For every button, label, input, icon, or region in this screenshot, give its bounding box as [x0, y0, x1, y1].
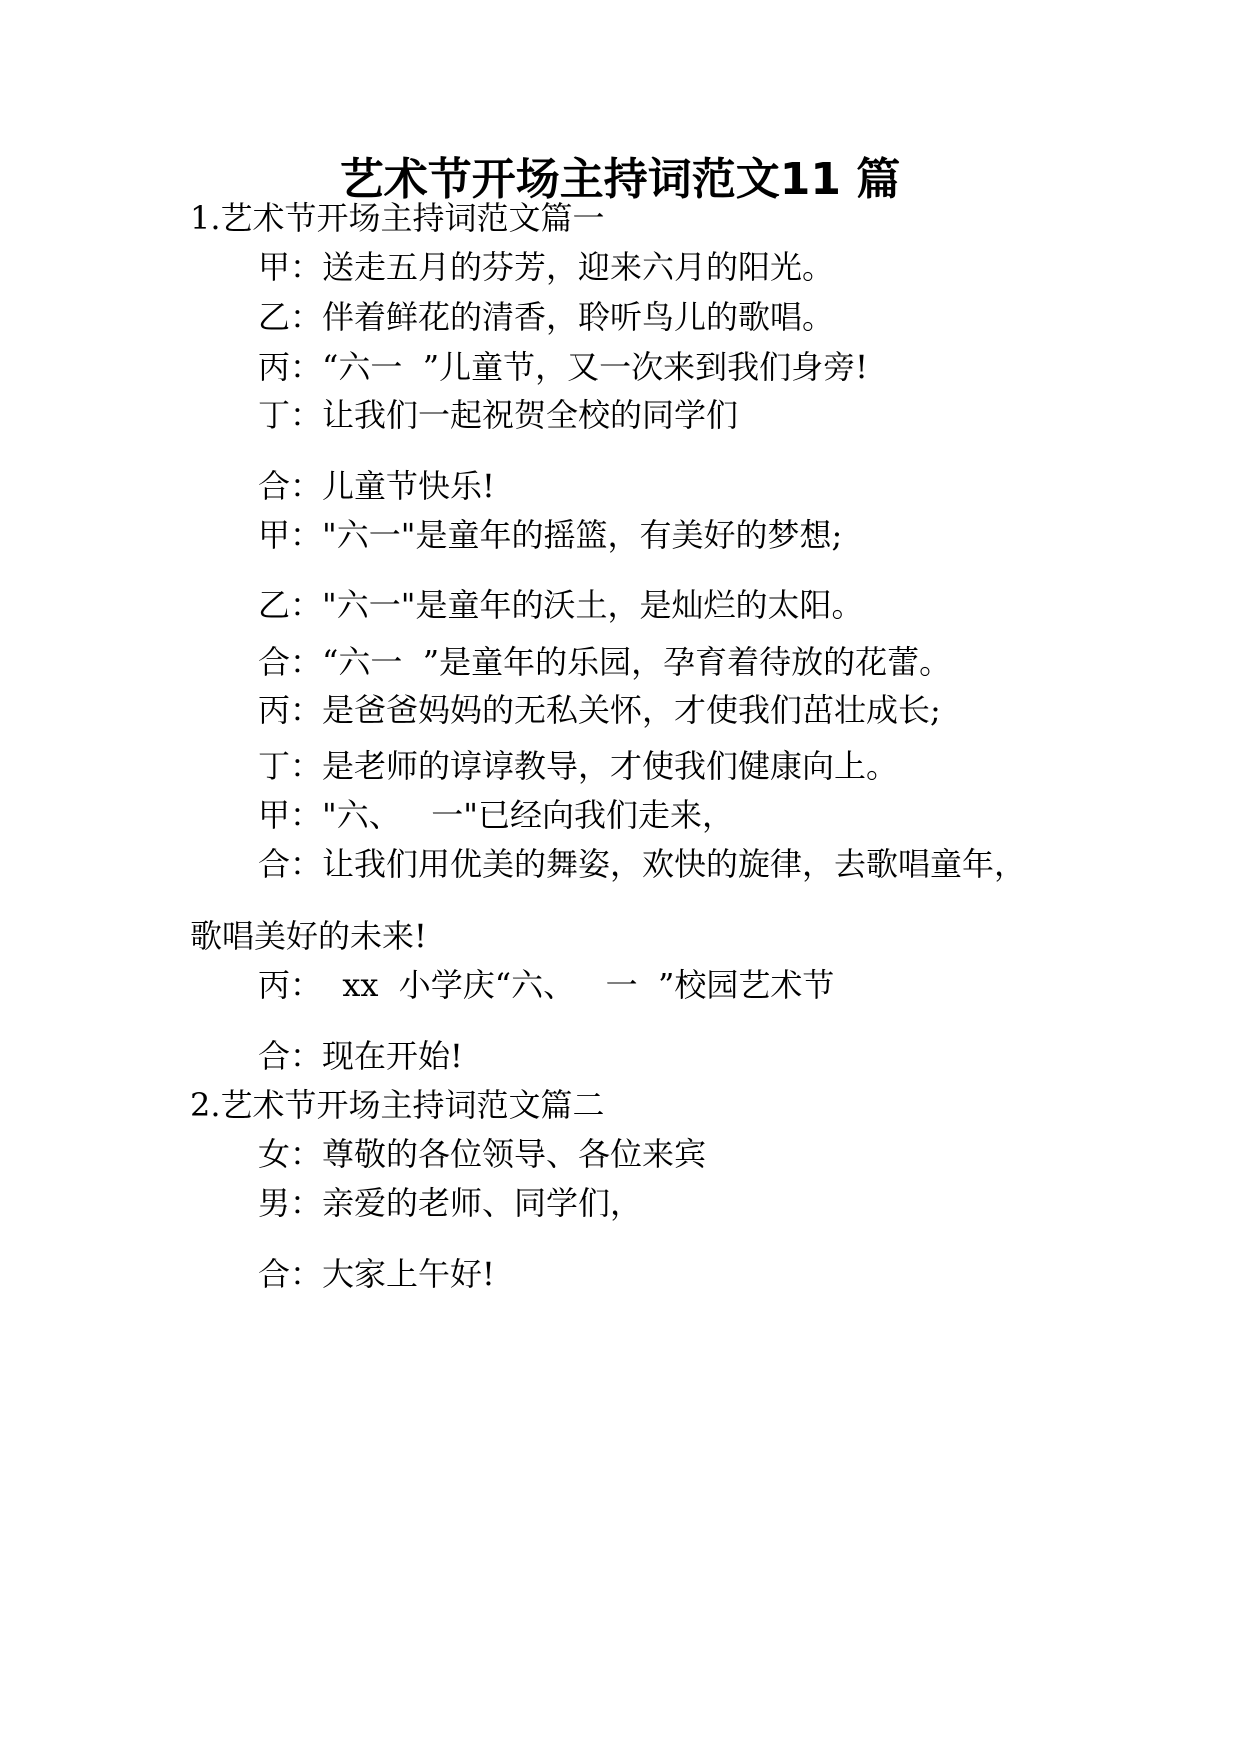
section-heading: 1.艺术节开场主持词范文篇一 — [190, 199, 605, 237]
dialogue-line: 甲："六、 一"已经向我们走来， — [258, 796, 734, 834]
section-heading: 2.艺术节开场主持词范文篇二 — [190, 1086, 605, 1124]
dialogue-line-continuation: 歌唱美好的未来! — [190, 917, 427, 955]
dialogue-line: 合：“六一 ”是童年的乐园，孕育着待放的花蕾。 — [258, 643, 952, 681]
dialogue-line: 甲："六一"是童年的摇篮，有美好的梦想; — [258, 516, 843, 554]
dialogue-line: 合：让我们用优美的舞姿，欢快的旋律，去歌唱童年， — [258, 845, 1027, 883]
dialogue-line: 丙：“六一 ”儿童节，又一次来到我们身旁! — [258, 348, 868, 386]
document-title: 艺术节开场主持词范文11 篇 — [339, 154, 901, 205]
dialogue-line: 合：儿童节快乐! — [258, 467, 495, 505]
dialogue-line: 乙：伴着鲜花的清香，聆听鸟儿的歌唱。 — [258, 298, 835, 336]
dialogue-line: 丙： xx 小学庆“六、 一 ”校园艺术节 — [258, 966, 835, 1004]
dialogue-line: 丁：是老师的谆谆教导，才使我们健康向上。 — [258, 747, 899, 785]
dialogue-line: 丁：让我们一起祝贺全校的同学们 — [258, 396, 739, 434]
dialogue-line: 女：尊敬的各位领导、各位来宾 — [258, 1135, 707, 1173]
dialogue-line: 乙："六一"是童年的沃土，是灿烂的太阳。 — [258, 586, 864, 624]
dialogue-line: 甲：送走五月的芬芳，迎来六月的阳光。 — [258, 248, 835, 286]
dialogue-line: 合：现在开始! — [258, 1037, 463, 1075]
dialogue-line: 男：亲爱的老师、同学们， — [258, 1184, 643, 1222]
dialogue-line: 丙：是爸爸妈妈的无私关怀，才使我们茁壮成长; — [258, 691, 941, 729]
dialogue-line: 合：大家上午好! — [258, 1255, 495, 1293]
